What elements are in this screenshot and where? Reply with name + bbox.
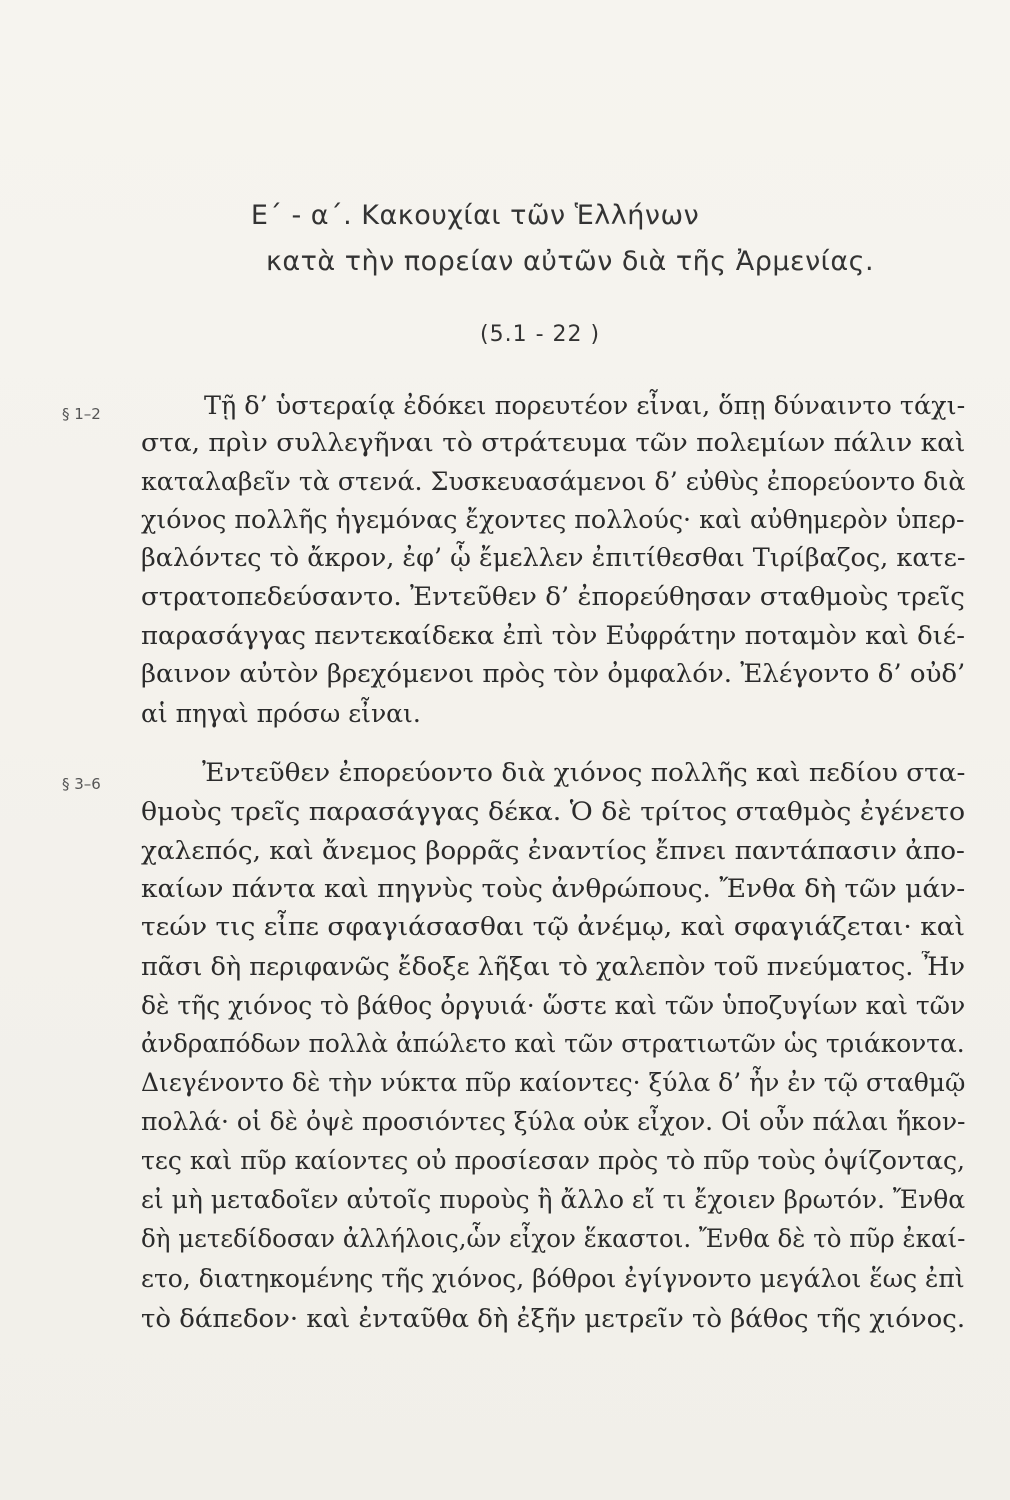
text-line: θμοὺς τρεῖς παρασάγγας δέκα. Ὁ δὲ τρίτος σταθμὸς ἐγένετο [141, 797, 966, 826]
text-line: στρατοπεδεύσαντο. Ἐντεῦθεν δ’ ἐπορεύθησαν σταθμοὺς τρεῖς [141, 582, 965, 611]
text-line: πολλά· οἱ δὲ ὀψὲ προσιόντες ξύλα οὐκ εἶχον. Οἱ οὖν πάλαι ἥκον- [141, 1107, 966, 1136]
text-line: καίων πάντα καὶ πηγνὺς τοὺς ἀνθρώπους. Ἔνθα δὴ τῶν μάν- [141, 874, 966, 903]
chapter-subtitle: κατὰ τὴν πορείαν αὐτῶν διὰ τῆς Ἀρμενίας. [265, 246, 875, 277]
chapter-title: Ε΄ - α΄. Κακουχίαι τῶν Ἑλλήνων [250, 200, 700, 231]
text-line: δὴ μετεδίδοσαν ἀλλήλοις,ὧν εἶχον ἕκαστοι. Ἔνθα δὲ τὸ πῦρ ἐκαί- [141, 1224, 966, 1253]
text-line: πᾶσι δὴ περιφανῶς ἔδοξε λῆξαι τὸ χαλεπὸν τοῦ πνεύματος. Ἦν [141, 952, 965, 981]
text-line: Τῇ δ’ ὑστεραίᾳ ἐδόκει πορευτέον εἶναι, ὅπῃ δύναιντο τάχι- [204, 391, 966, 420]
text-line: καταλαβεῖν τὰ στενά. Συσκευασάμενοι δ’ εὐθὺς ἐπορεύοντο διὰ [141, 467, 966, 496]
text-line: βαλόντες τὸ ἄκρον, ἐφ’ ᾧ ἔμελλεν ἐπιτίθεσθαι Τιρίβαζος, κατε- [141, 543, 966, 572]
text-line: Ἐντεῦθεν ἐπορεύοντο διὰ χιόνος πολλῆς καὶ πεδίου στα- [202, 758, 966, 787]
text-line: ἀνδραπόδων πολλὰ ἀπώλετο καὶ τῶν στρατιωτῶν ὡς τριάκοντα. [141, 1029, 965, 1058]
section-marker-1-2: § 1–2 [62, 405, 101, 423]
text-line: παρασάγγας πεντεκαίδεκα ἐπὶ τὸν Εὐφράτην ποταμὸν καὶ διέ- [141, 621, 965, 650]
text-line: τὸ δάπεδον· καὶ ἐνταῦθα δὴ ἐξῆν μετρεῖν τὸ βάθος τῆς χιόνος. [141, 1304, 966, 1333]
text-line: Διεγένοντο δὲ τὴν νύκτα πῦρ καίοντες· ξύλα δ’ ἦν ἐν τῷ σταθμῷ [141, 1068, 966, 1097]
text-line: δὲ τῆς χιόνος τὸ βάθος ὀργυιά· ὥστε καὶ τῶν ὑποζυγίων καὶ τῶν [141, 991, 966, 1020]
text-line: ετο, διατηκομένης τῆς χιόνος, βόθροι ἐγίγνοντο μεγάλοι ἕως ἐπὶ [141, 1264, 965, 1293]
section-marker-3-6: § 3–6 [62, 775, 101, 793]
text-line: στα, πρὶν συλλεγῆναι τὸ στράτευμα τῶν πολεμίων πάλιν καὶ [141, 428, 966, 457]
text-line: τες καὶ πῦρ καίοντες οὐ προσίεσαν πρὸς τὸ πῦρ τοὺς ὀψίζοντας, [141, 1146, 966, 1175]
text-line: βαινον αὐτὸν βρεχόμενοι πρὸς τὸν ὀμφαλόν. Ἐλέγοντο δ’ οὐδ’ [141, 659, 966, 688]
text-line: χιόνος πολλῆς ἡγεμόνας ἔχοντες πολλούς· καὶ αὐθημερὸν ὑπερ- [141, 505, 965, 534]
text-line: εἰ μὴ μεταδοῖεν αὐτοῖς πυροὺς ἢ ἄλλο εἴ τι ἔχοιεν βρωτόν. Ἔνθα [141, 1185, 966, 1214]
text-line: τεών τις εἶπε σφαγιάσασθαι τῷ ἀνέμῳ, καὶ σφαγιάζεται· καὶ [141, 912, 966, 941]
passage-reference: (5.1 - 22 ) [480, 322, 601, 347]
text-line: χαλεπός, καὶ ἄνεμος βορρᾶς ἐναντίος ἔπνει παντάπασιν ἀπο- [141, 836, 965, 865]
text-line: αἱ πηγαὶ πρόσω εἶναι. [141, 699, 421, 728]
